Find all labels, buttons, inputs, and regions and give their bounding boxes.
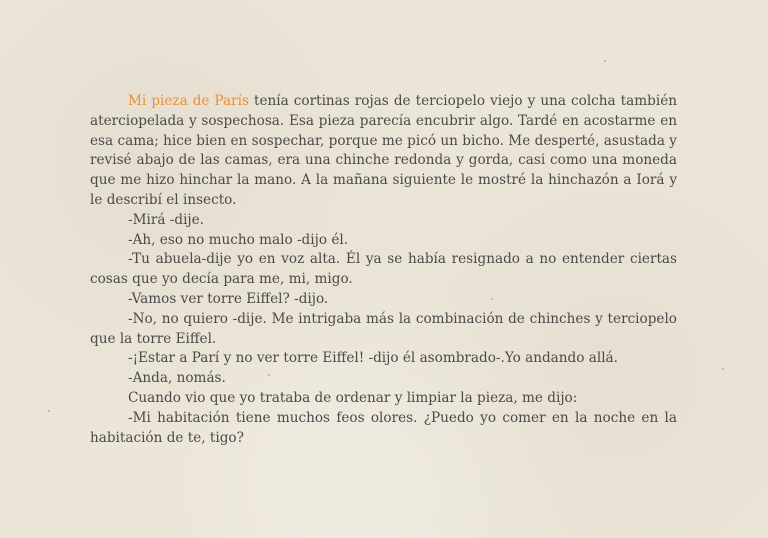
paper-speck [48, 410, 50, 412]
intro-text: tenía cortinas rojas de terciopelo viejo y una colcha también aterciopelada y sospechosa. Esa pieza parecía encubrir algo. Tardé en acostarme en esa cama; hice bien en sospechar, porque me picó un bicho. Me desperté, asustada y revisé abajo de las camas, era una chinche redonda y gorda, casi como una moneda que me hizo hinchar la mano. A la mañana siguiente le mostré la hinchazón a Iorá y le describí el insecto. [90, 93, 677, 208]
dialogue-line: -Vamos ver torre Eiffel? -dijo. [128, 290, 329, 307]
paper-speck [604, 60, 606, 62]
paragraph-intro [90, 92, 677, 211]
text-body [90, 92, 677, 448]
dialogue-line: -Mirá -dije. [128, 211, 205, 228]
dialogue-line: -¡Estar a Parí y no ver torre Eiffel! -dijo él asombrado-.Yo andando allá. [128, 350, 618, 367]
narration-line: Cuando vio que yo trataba de ordenar y limpiar la pieza, me dijo: [128, 389, 578, 406]
dialogue-line: -Mi habitación tiene muchos feos olores. ¿Puedo yo comer en la noche en la habitación de te, tigo? [90, 409, 677, 446]
paper-speck [268, 374, 270, 376]
dialogue-line: -No, no quiero -dije. Me intrigaba más la combinación de chinches y terciopelo que la torre Eiffel. [90, 310, 677, 347]
paper-speck [491, 298, 493, 300]
dialogue-line: -Tu abuela-dije yo en voz alta. Él ya se había resignado a no entender ciertas cosas que yo decía para me, mi, migo. [90, 251, 677, 288]
dialogue-line: -Anda, nomás. [128, 370, 226, 387]
dialogue-line: -Ah, eso no mucho malo -dijo él. [128, 231, 349, 248]
paper-speck [722, 368, 724, 370]
chapter-title: Mi pieza de París [128, 93, 249, 109]
